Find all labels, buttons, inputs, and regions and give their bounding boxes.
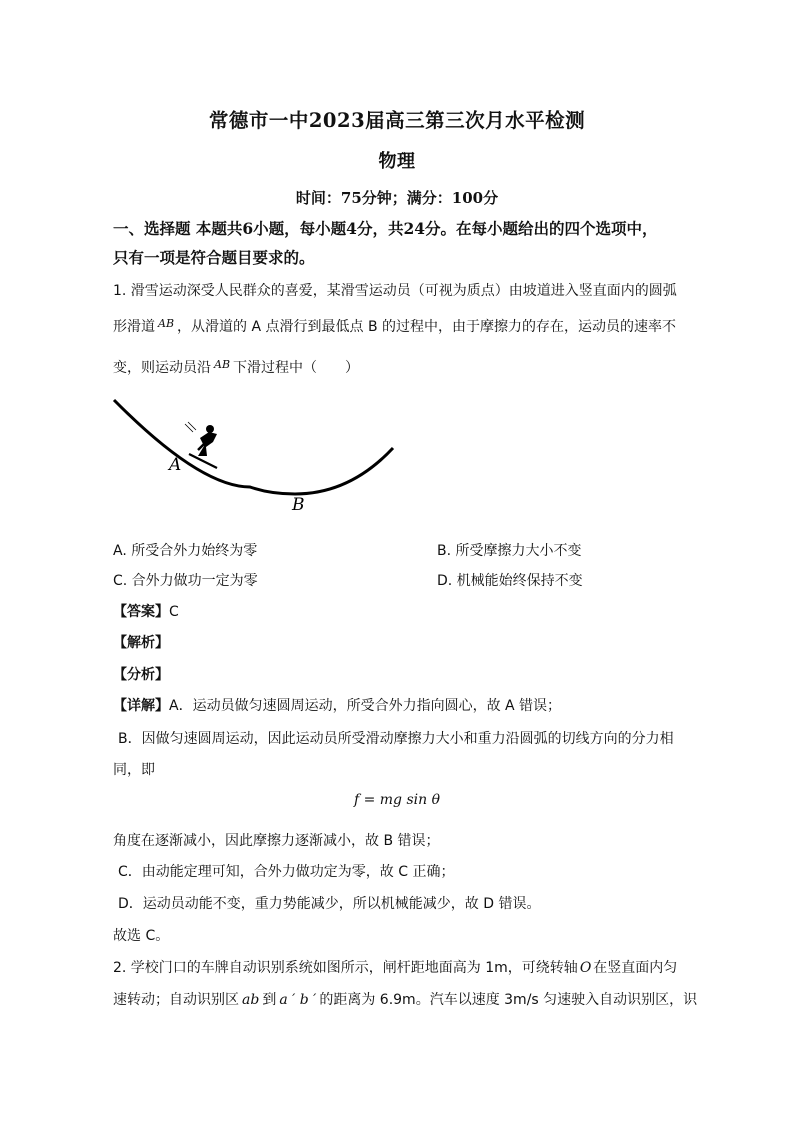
q2-line2-start: 速转动；自动识别区 — [113, 992, 239, 1008]
fenxi-tag: 【分析】 — [113, 667, 169, 683]
q2-line2 — [113, 989, 697, 1009]
option-d: D. 机械能始终保持不变 — [437, 573, 583, 589]
answer-line — [113, 601, 179, 621]
ab-symbol: AB — [158, 317, 175, 330]
option-b: B. 所受摩擦力大小不变 — [437, 543, 582, 559]
label-b: B — [292, 495, 305, 515]
section-heading-cont: 只有一项是符合题目要求的。 — [113, 248, 315, 267]
detail-b1: B．因做匀速圆周运动，因此运动员所受滑动摩擦力大小和重力沿圆弧的切线方向的分力相 — [118, 731, 674, 747]
detail-tag: 【详解】 — [113, 698, 169, 714]
abp-symbol: a ′ b ′ — [279, 992, 317, 1008]
label-a: A — [169, 455, 182, 475]
option-c: C. 合外力做功一定为零 — [113, 573, 258, 589]
exam-info: 时间：75分钟；满分：100分 — [295, 189, 499, 207]
formula: f = mg sin θ — [353, 792, 441, 808]
ab-lower: ab — [242, 992, 260, 1008]
conclusion: 故选 C。 — [113, 928, 170, 944]
slope-arc — [114, 400, 393, 494]
answer-value: C — [169, 604, 179, 620]
detail-b3: 角度在逐渐减小，因此摩擦力逐渐减小，故 B 错误； — [113, 833, 440, 849]
option-a: A. 所受合外力始终为零 — [113, 543, 258, 559]
ab-symbol-2: AB — [214, 358, 231, 371]
exam-title: 常德市一中2023届高三第三次月水平检测 — [208, 109, 586, 132]
ski-slope-figure — [105, 392, 405, 522]
subject-title: 物理 — [378, 151, 416, 172]
q1-line3-start: 变，则运动员沿 — [113, 360, 211, 376]
skier-icon — [185, 422, 217, 468]
section-heading: 一、选择题 本题共6小题，每小题4分，共24分。在每小题给出的四个选项中， — [113, 219, 658, 238]
q2-line2-mid: 到 — [262, 992, 277, 1008]
detail-d: D．运动员动能不变，重力势能减少，所以机械能减少，故 D 错误。 — [118, 896, 541, 912]
q2-line2-end: 的距离为 6.9m。汽车以速度 3m/s 匀速驶入自动识别区，识 — [319, 992, 698, 1008]
q1-line2 — [113, 316, 676, 336]
detail-c: C．由动能定理可知，合外力做功定为零，故 C 正确； — [118, 864, 455, 880]
analysis-tag: 【解析】 — [113, 635, 169, 651]
q1-line2-end: ，从滑道的 A 点滑行到最低点 B 的过程中，由于摩擦力的存在，运动员的速率不 — [177, 319, 677, 335]
detail-a: A．运动员做匀速圆周运动，所受合外力指向圆心，故 A 错误； — [169, 698, 562, 714]
q1-line3-end: 下滑过程中（ ） — [233, 360, 360, 376]
q2-line1-start: 2. 学校门口的车牌自动识别系统如图所示，闸杆距地面高为 1m，可绕转轴 — [113, 960, 578, 976]
detail-b2: 同，即 — [113, 762, 155, 778]
answer-tag: 【答案】 — [113, 604, 169, 620]
q2-line1-end: 在竖直面内匀 — [593, 960, 678, 976]
q1-line3 — [113, 357, 359, 377]
detail-a-line — [113, 695, 561, 715]
q1-line2-start: 形滑道 — [113, 319, 155, 335]
q1-line1: 1. 滑雪运动深受人民群众的喜爱，某滑雪运动员（可视为质点）由坡道进入竖直面内的圆弧 — [113, 283, 677, 299]
axis-o: O — [579, 960, 592, 976]
q2-line1 — [113, 957, 677, 977]
